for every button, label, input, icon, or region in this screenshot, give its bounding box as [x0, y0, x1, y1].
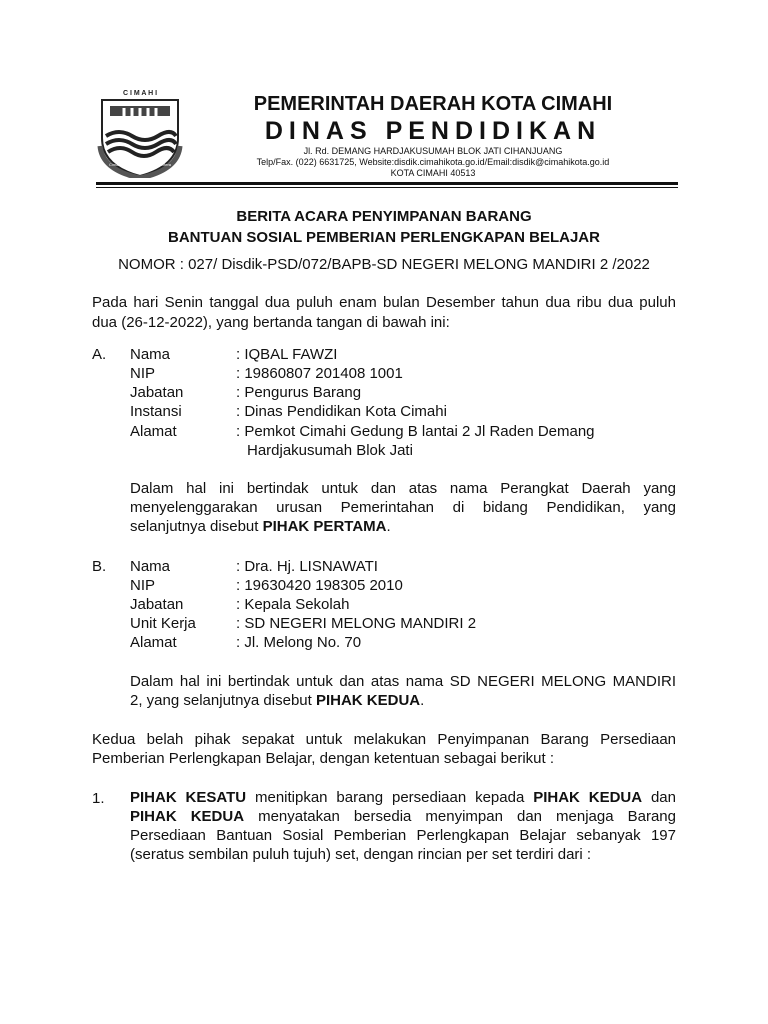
party-a-position-value: : Pengurus Barang	[236, 384, 362, 401]
intro-line-1: Pada hari Senin tanggal dua puluh enam bulan Desember tahun dua ribu dua puluh	[92, 294, 676, 311]
party-b-position-label: Jabatan	[130, 596, 184, 613]
agreement-line-1: Kedua belah pihak sepakat untuk melakukan Penyimpanan Barang Persediaan	[92, 731, 676, 748]
party-b-unit-value: : SD NEGERI MELONG MANDIRI 2	[236, 615, 477, 632]
party-b-unit-label: Unit Kerja	[130, 615, 196, 632]
party-a-nip-value: : 19860807 201408 1001	[236, 365, 403, 382]
party-b-address-label: Alamat	[130, 634, 177, 651]
svg-text:C I M A H I: C I M A H I	[122, 90, 158, 97]
party-a-name-label: Nama	[130, 346, 171, 363]
party-b-desc-line-2: 2, yang selanjutnya disebut PIHAK KEDUA.	[130, 692, 425, 709]
party-b-desc-line-1: Dalam hal ini bertindak untuk dan atas nama SD NEGERI MELONG MANDIRI	[130, 673, 676, 690]
party-a-desc-line-1: Dalam hal ini bertindak untuk dan atas nama Perangkat Daerah yang	[130, 480, 676, 497]
party-a-nip-label: NIP	[130, 365, 156, 382]
party-b-position-value: : Kepala Sekolah	[236, 596, 350, 613]
party-a-name-value: : IQBAL FAWZI	[236, 346, 338, 363]
letterhead-rule-thin	[96, 187, 678, 188]
letterhead-rule-thick	[96, 182, 678, 185]
party-a-address-value: : Pemkot Cimahi Gedung B lantai 2 Jl Raden Demang	[236, 423, 595, 440]
party-a-position-label: Jabatan	[130, 384, 184, 401]
party-a-address-cont: Hardjakusumah Blok Jati	[247, 442, 413, 459]
document-number: NOMOR : 027/ Disdik-PSD/072/BAPB-SD NEGERI MELONG MANDIRI 2 /2022	[118, 256, 650, 273]
agreement-line-2: Pemberian Perlengkapan Belajar, dengan ketentuan sebagai berikut :	[92, 750, 554, 767]
term-1-line-4: (seratus sembilan puluh tujuh) set, dengan rincian per set terdiri dari :	[130, 846, 592, 863]
party-b-name-value: : Dra. Hj. LISNAWATI	[236, 558, 378, 575]
party-a-designation: PIHAK PERTAMA	[262, 518, 387, 535]
government-name: PEMERINTAH DAERAH KOTA CIMAHI	[253, 93, 613, 115]
agency-name: DINAS PENDIDIKAN	[264, 117, 602, 145]
party-b-nip-label: NIP	[130, 577, 156, 594]
agency-city: KOTA CIMAHI 40513	[390, 168, 476, 178]
party-a-agency-label: Instansi	[130, 403, 182, 420]
party-a-desc-line-3: selanjutnya disebut PIHAK PERTAMA.	[130, 518, 391, 535]
party-a-address-label: Alamat	[130, 423, 177, 440]
cimahi-logo-icon	[94, 86, 186, 178]
party-b-name-label: Nama	[130, 558, 171, 575]
party-b-marker: B.	[92, 558, 107, 575]
party-a-desc-line-2: menyelenggarakan urusan Pemerintahan di bidang Pendidikan, yang	[130, 499, 676, 516]
term-1-line-1: PIHAK KESATU menitipkan barang persediaan kepada PIHAK KEDUA dan	[130, 789, 676, 806]
party-a-marker: A.	[92, 346, 107, 363]
intro-line-2: dua (26-12-2022), yang bertanda tangan di bawah ini:	[92, 314, 450, 331]
document-subtitle: BANTUAN SOSIAL PEMBERIAN PERLENGKAPAN BELAJAR	[168, 229, 600, 246]
agency-contact: Telp/Fax. (022) 6631725, Website:disdik.cimahikota.go.id/Email:disdik@cimahikota.go.id	[256, 157, 610, 167]
term-1-line-2: PIHAK KEDUA menyatakan bersedia menyimpan dan menjaga Barang	[130, 808, 676, 825]
party-b-designation: PIHAK KEDUA	[315, 692, 421, 709]
agency-address: Jl. Rd. DEMANG HARDJAKUSUMAH BLOK JATI CIHANJUANG	[303, 146, 563, 156]
document-title: BERITA ACARA PENYIMPANAN BARANG	[236, 208, 532, 225]
term-1-marker: 1.	[92, 790, 105, 807]
party-b-nip-value: : 19630420 198305 2010	[236, 577, 403, 594]
party-b-address-value: : Jl. Melong No. 70	[236, 634, 362, 651]
party-a-agency-value: : Dinas Pendidikan Kota Cimahi	[236, 403, 447, 420]
term-1-line-3: Persediaan Bantuan Sosial Pemberian Perlengkapan Belajar sebanyak 197	[130, 827, 676, 844]
svg-text:Cimahi Berkembang Adil Sejahte: Cimahi Berkembang Adil Sejahtera	[108, 162, 172, 167]
